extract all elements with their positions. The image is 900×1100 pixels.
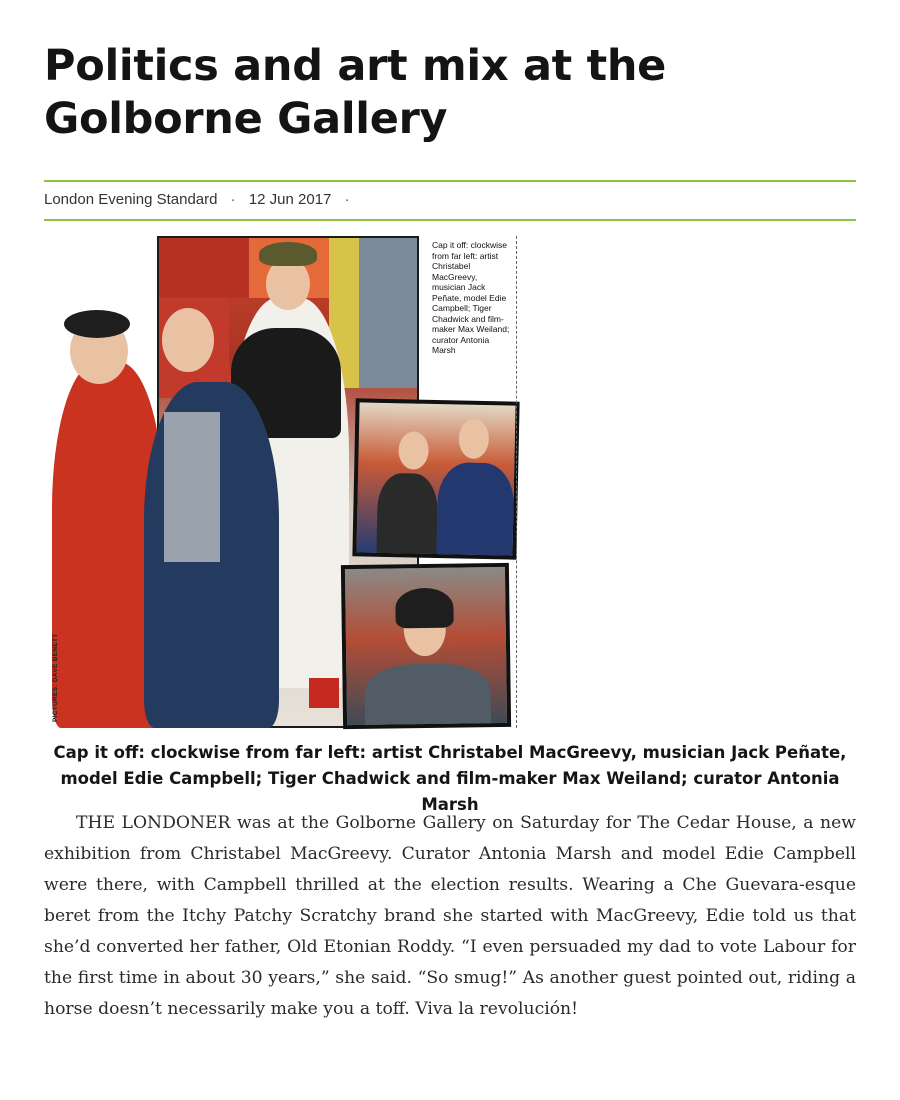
article-body: THE LONDONER was at the Golborne Gallery on Saturday for The Cedar House, a new exhibition from Christabel MacGreevy. Curator Antonia Marsh and model Edie Campbell were there, with Campbell thrilled at the election results. Wearing a Che Guevara-esque beret from the Itchy Patchy Scratchy brand she started with MacGreevy, Edie told us that she’d converted her father, Old Etonian Roddy. “I even persuaded my dad to vote Labour for the first time in about 30 years,” she said. “So smug!” As another guest pointed out, riding a horse doesn’t necessarily make you a toff. Viva la revolución! xyxy=(44,813,856,1019)
photo-collage xyxy=(44,232,520,730)
top-divider xyxy=(44,180,856,182)
publish-date: 12 Jun 2017 xyxy=(248,191,332,208)
bottom-divider xyxy=(44,219,856,221)
meta-separator: · xyxy=(230,191,236,208)
source-name: London Evening Standard xyxy=(44,191,218,208)
headline: Politics and art mix at the Golborne Gallery xyxy=(44,41,667,144)
photo-credit: PICTURES: DAVE BENETT xyxy=(52,633,59,722)
inset-photo-antonia xyxy=(341,563,511,729)
article-meta xyxy=(44,191,359,208)
meta-separator-trailing: · xyxy=(344,191,350,208)
caption-dotted-rule xyxy=(516,236,517,728)
photo-caption: Cap it off: clockwise from far left: artist Christabel MacGreevy, musician Jack Peñate, model Edie Campbell; Tiger Chadwick and film-maker Max Weiland; curator Antonia Marsh xyxy=(53,743,847,814)
inset-photo-tiger-max xyxy=(352,398,519,559)
inline-photo-caption: Cap it off: clockwise from far left: artist Christabel MacGreevy, musician Jack Peñate, model Edie Campbell; Tiger Chadwick and film-maker Max Weiland; curator Antonia Marsh xyxy=(432,240,510,355)
